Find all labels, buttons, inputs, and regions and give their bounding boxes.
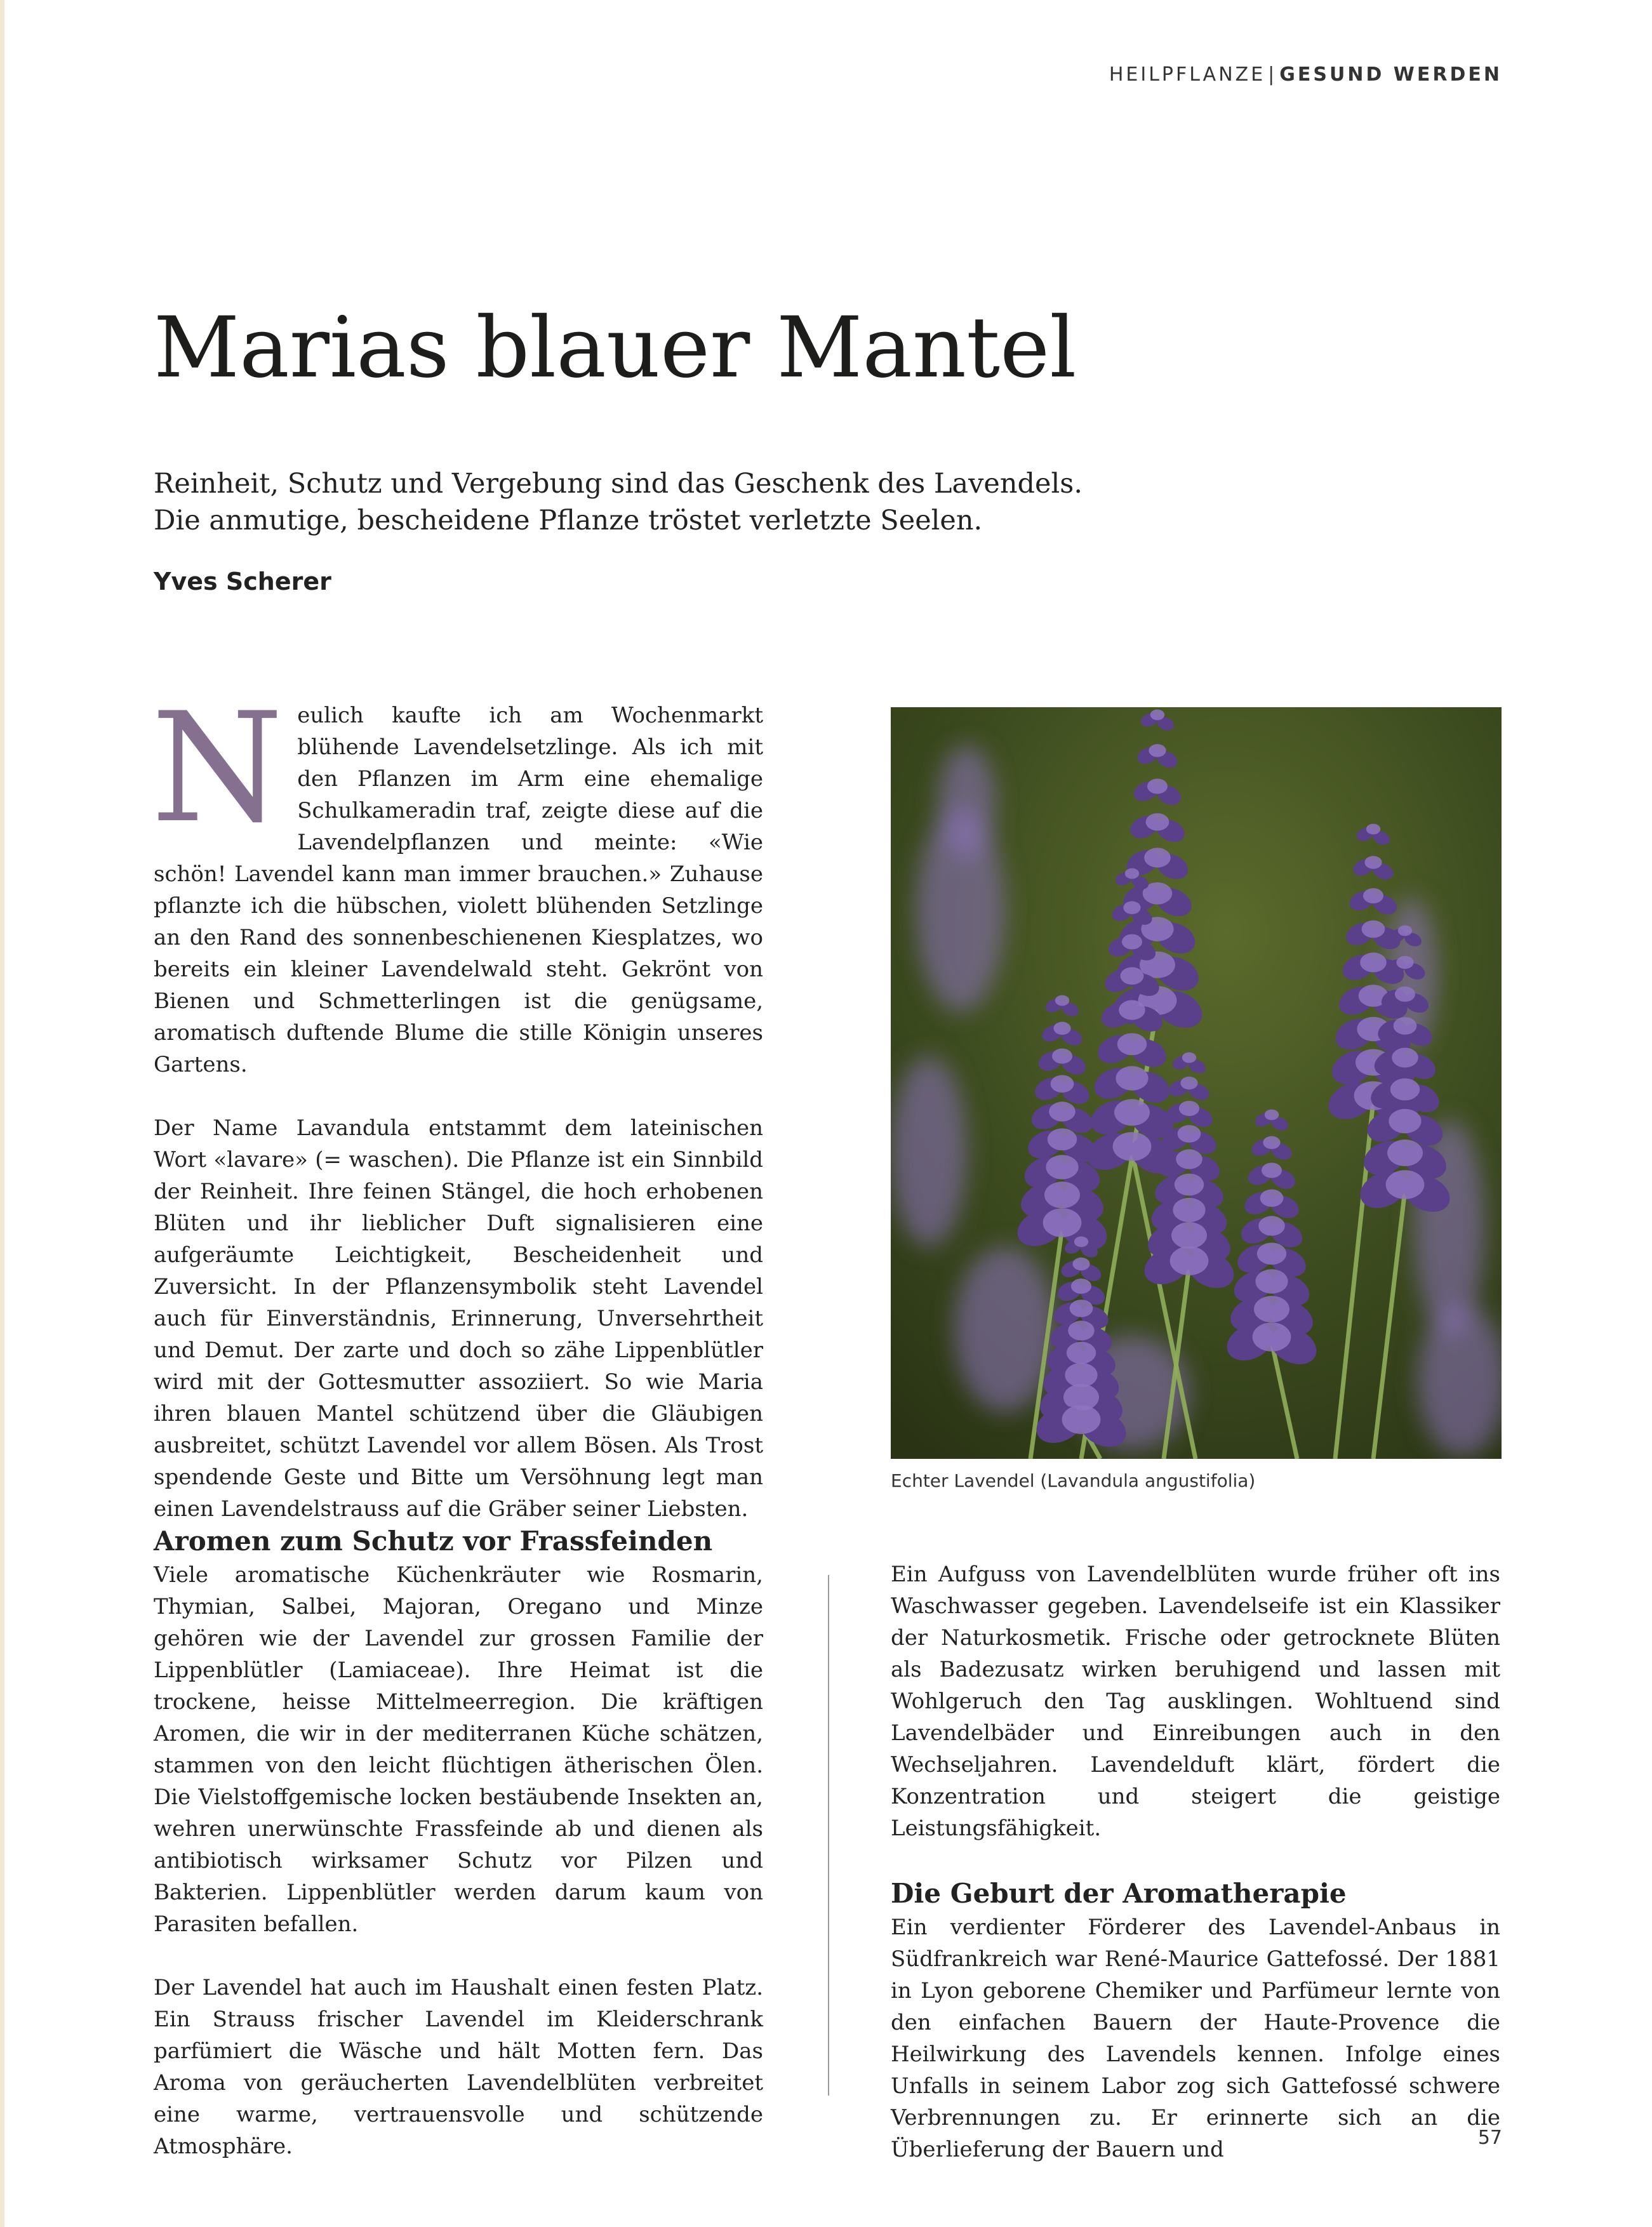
blossom-bud	[1065, 1363, 1097, 1387]
blossom-bud	[1265, 1110, 1279, 1120]
blossom-bud	[1043, 1208, 1082, 1237]
blossom-bud	[1179, 1101, 1199, 1116]
blossom-bud	[1253, 1322, 1291, 1352]
blossom-bud	[1254, 1296, 1289, 1322]
running-head	[1109, 63, 1502, 86]
left-column-top	[151, 681, 763, 1525]
running-head-rubric: GESUND WERDEN	[1279, 63, 1502, 86]
blossom-bud	[1175, 1174, 1204, 1196]
blossom-bud	[1263, 1136, 1280, 1149]
body-paragraph: Ein verdienter Förderer des Lavendel-Anbaus in Südfrankreich war René-Maurice Gattefossé. Der 1881 in Lyon geborene Chemiker und Parfümeur lernte von den einfachen Bauern der Haute-Provence die Heilwirkung des Lavendels kennen. Infolge eines Unfalls in seinem Labor zog sich Gattefossé schwere Verbrennungen zu. Er erinnerte sich an die Überlieferung der Bauern und	[891, 1915, 1500, 2162]
lead-line: Die anmutige, bescheidene Pflanze tröstet verletzte Seelen.	[154, 505, 983, 536]
column-rule	[828, 1575, 829, 2096]
blossom-bud	[1180, 1077, 1197, 1089]
blossom-bud	[1114, 1099, 1150, 1126]
blossom-bud	[1396, 956, 1413, 969]
section-heading: Aromen zum Schutz vor Frassfeinden	[154, 1526, 713, 1557]
blossom-bud	[1257, 1242, 1286, 1265]
body-paragraph: Der Lavendel hat auch im Haushalt einen festen Platz. Ein Strauss frischer Lavendel im Kleiderschrank parfümiert die Wäsche und hält Motten fern. Das Aroma von geräucherten Lavendelblüten verbreitet eine warme, vertrauensvolle und schützende Atmosphäre.	[154, 1975, 763, 2159]
blossom-bud	[1068, 1320, 1095, 1340]
blossom-bud	[1262, 1163, 1282, 1178]
blossom-bud	[1125, 868, 1139, 879]
blossom-bud	[1051, 1075, 1074, 1093]
article-author: Yves Scherer	[154, 568, 331, 595]
blossom-bud	[1046, 1155, 1078, 1179]
blossom-bud	[1386, 1170, 1425, 1199]
paper-edge	[0, 0, 4, 2227]
body-paragraph: Der Name Lavandula entstammt dem lateinischen Wort «lavare» (= waschen). Die Pflanze ist ein Sinnbild der Reinheit. Ihre feinen Stängel, die hoch erhobenen Blüten und ihr lieblicher Duft signalisieren eine aufgeräumte Leichtigkeit, Bescheidenheit und Zuversicht. In der Pflanzensymbolik steht Lavendel auch für Einverständnis, Erinnerung, Unversehrtheit und Demut. Der zarte und doch so zähe Lippenblütler wird mit der Gottesmutter assoziiert. So wie Maria ihren blauen Mantel schützend über die Gläubigen ausbreitet, schützt Lavendel vor allem Bösen. Als Trost spendende Geste und Bitte um Versöhnung legt man einen Lavendelstrauss auf die Gräber seiner Liebsten.	[154, 1115, 763, 1522]
blossom-bud	[1170, 1246, 1209, 1275]
blossom-bud	[1260, 1189, 1284, 1207]
blossom-bud	[1364, 856, 1382, 868]
section-heading: Die Geburt der Aromatherapie	[891, 1878, 1347, 1909]
lavender-illustration	[891, 707, 1502, 1459]
intro-paragraph	[151, 681, 763, 1080]
blossom-bud	[1072, 1258, 1089, 1270]
blossom-bud	[1171, 1222, 1207, 1249]
body-paragraph: Ein Aufguss von Lavendelblüten wurde früher oft ins Waschwasser gegeben. Lavendelseife ist ein Klassiker der Naturkosmetik. Frische oder getrocknete Blüten als Badezusatz wirken beruhigend und lassen mit Wohlgeruch den Tag ausklingen. Wohltuend sind Lavendelbäder und Einreibungen auch in den Wechseljahren. Lavendelduft klärt, fördert die Konzentration und steigert die geistige Leistungsfähigkeit.	[891, 1562, 1500, 1841]
blossom-bud	[1363, 888, 1383, 903]
blossom-bud	[1389, 1109, 1421, 1133]
blossom-bud	[1116, 1066, 1148, 1090]
blossom-bud	[1044, 1181, 1080, 1208]
blossom-bud	[1053, 1022, 1070, 1035]
blossom-bud	[1062, 1405, 1101, 1434]
article-lead	[154, 465, 1392, 539]
blossom-bud	[1052, 1049, 1072, 1064]
intro-paragraph-text: eulich kaufte ich am Wochenmarkt blühende Lavendelsetzlinge. Als ich mit den Pflanzen im Arm eine ehemalige Schulkameradin traf, zeigte diese auf die Lavendelpflanzen und meinte: «Wie schön! Lavendel kann man immer brauchen.» Zuhause pflanzte ich die hübschen, violett blühenden Setzlinge an den Rand des sonnenbeschienenen Kiesplatzes, wo bereits ein kleiner Lavendelwald steht. Gekrönt von Bienen und Schmetterlingen ist die genügsame, aromatisch duftende Blume die stille Königin unseres Gartens.	[154, 703, 763, 1077]
blossom-bud	[1122, 934, 1142, 950]
running-head-section: HEILPFLANZE	[1109, 63, 1266, 86]
blossom-bud	[1362, 921, 1385, 938]
blossom-bud	[1119, 1000, 1145, 1020]
blossom-bud	[1258, 1216, 1285, 1235]
blossom-bud	[1366, 824, 1380, 835]
running-head-separator: |	[1268, 63, 1277, 86]
blossom-bud	[1070, 1300, 1093, 1317]
blurred-blossom	[938, 745, 996, 860]
blossom-bud	[1395, 987, 1415, 1002]
blossom-bud	[1392, 1047, 1418, 1067]
left-column-bottom	[154, 1524, 763, 2162]
blurred-blossom	[891, 1056, 967, 1247]
blossom-bud	[1394, 1017, 1417, 1035]
page-number: 57	[1477, 2127, 1502, 2149]
right-column	[891, 1559, 1500, 2165]
blossom-bud	[1123, 901, 1140, 914]
photo-caption: Echter Lavendel (Lavandula angustifolia)	[891, 1470, 1256, 1491]
lead-line: Reinheit, Schutz und Vergebung sind das Geschenk des Lavendels.	[154, 468, 1082, 500]
article-title: Marias blauer Mantel	[154, 299, 1077, 397]
blossom-bud	[1049, 1101, 1076, 1121]
blossom-bud	[1144, 848, 1171, 867]
blossom-bud	[1146, 813, 1169, 831]
blossom-bud	[1398, 926, 1412, 936]
lavender-photo	[891, 707, 1502, 1459]
drop-cap: N	[151, 681, 284, 856]
blossom-bud	[1150, 710, 1164, 721]
blossom-bud	[1113, 1132, 1152, 1161]
blossom-bud	[1074, 1237, 1088, 1247]
blossom-bud	[1055, 995, 1069, 1006]
blossom-bud	[1176, 1149, 1202, 1169]
blossom-bud	[1117, 1033, 1147, 1055]
blossom-bud	[1173, 1198, 1205, 1222]
blossom-bud	[1387, 1140, 1423, 1166]
blossom-bud	[1255, 1269, 1288, 1293]
blossom-bud	[1048, 1128, 1077, 1150]
blossom-bud	[1390, 1079, 1420, 1101]
blossom-bud	[1182, 1053, 1196, 1063]
blossom-bud	[1121, 967, 1144, 985]
blossom-bud	[1149, 744, 1166, 757]
blossom-bud	[1147, 779, 1168, 794]
blossom-bud	[1360, 952, 1387, 972]
blossom-bud	[1178, 1125, 1201, 1143]
blossom-bud	[1071, 1279, 1091, 1294]
body-paragraph: Viele aromatische Küchenkräuter wie Rosmarin, Thymian, Salbei, Majoran, Oregano und Minze gehören wie der Lavendel zur grossen Familie der Lippenblütler (Lamiaceae). Ihre Heimat ist die trockene, heisse Mittelmeerregion. Die kräftigen Aromen, die wir in der mediterranen Küche schätzen, stammen von den leicht flüchtigen ätherischen Ölen. Die Vielstoffgemische locken bestäubende Insekten an, wehren unerwünschte Frassfeinde ab und dienen als antibiotisch wirksamer Schutz vor Pilzen und Bakterien. Lippenblütler werden darum kaum von Parasiten befallen.	[154, 1562, 763, 1937]
blossom-bud	[1067, 1342, 1096, 1364]
